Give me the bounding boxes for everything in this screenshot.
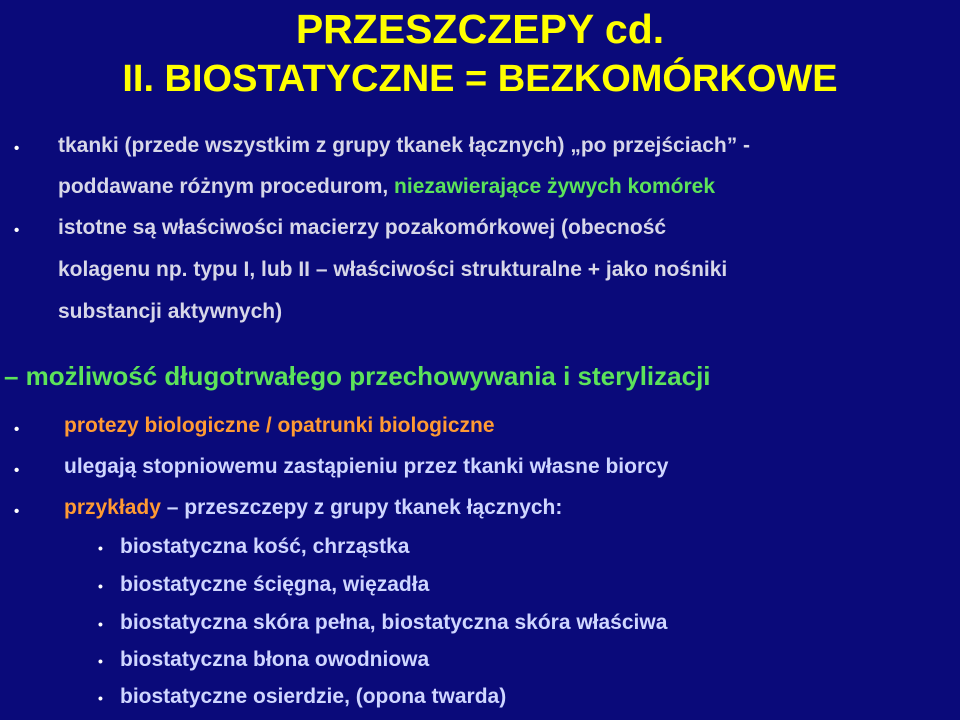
- block1-highlight: niezawierające żywych komórek: [394, 175, 716, 198]
- sub-item: biostatyczna błona owodniowa: [120, 648, 430, 671]
- item-protezy: protezy biologiczne / opatrunki biologiczne: [64, 414, 495, 437]
- bullet-icon: •: [98, 653, 103, 669]
- przyklady-rest: – przeszczepy z grupy tkanek łącznych:: [160, 496, 563, 519]
- bullet-icon: •: [14, 462, 20, 479]
- sub-item: biostatyczna kość, chrząstka: [120, 535, 410, 558]
- block1-line2: [58, 175, 715, 199]
- sub-item: biostatyczna skóra pełna, biostatyczna skóra właściwa: [120, 611, 668, 634]
- bullet-icon: •: [98, 540, 103, 556]
- slide-subtitle: II. BIOSTATYCZNE = BEZKOMÓRKOWE: [122, 58, 838, 100]
- block2-line2: kolagenu np. typu I, lub II – właściwości strukturalne + jako nośniki: [58, 258, 728, 281]
- block2-line1: istotne są właściwości macierzy pozakomórkowej (obecność: [58, 216, 667, 239]
- bullet-icon: •: [98, 690, 103, 706]
- block1-line2-text: poddawane różnym procedurom,: [58, 175, 395, 198]
- slide-title: PRZESZCZEPY cd.: [295, 6, 665, 52]
- item-ulegaja: ulegają stopniowemu zastąpieniu przez tkanki własne biorcy: [64, 455, 669, 478]
- bullet-icon: •: [98, 616, 103, 632]
- bullet-icon: •: [14, 140, 20, 157]
- block1-line1: tkanki (przede wszystkim z grupy tkanek łącznych) „po przejściach” -: [58, 134, 751, 157]
- bullet-icon: •: [98, 578, 103, 594]
- highlight-text: – możliwość długotrwałego przechowywania i sterylizacji: [4, 361, 711, 391]
- bullet-icon: •: [14, 503, 20, 520]
- sub-item: biostatyczne ścięgna, więzadła: [120, 573, 430, 596]
- przyklady-label: przykłady: [64, 496, 161, 519]
- bullet-icon: •: [14, 222, 20, 239]
- bullet-icon: •: [14, 421, 20, 438]
- block2-line3: substancji aktywnych): [58, 300, 283, 323]
- sub-item: biostatyczne osierdzie, (opona twarda): [120, 685, 507, 708]
- item-przyklady: [64, 496, 562, 520]
